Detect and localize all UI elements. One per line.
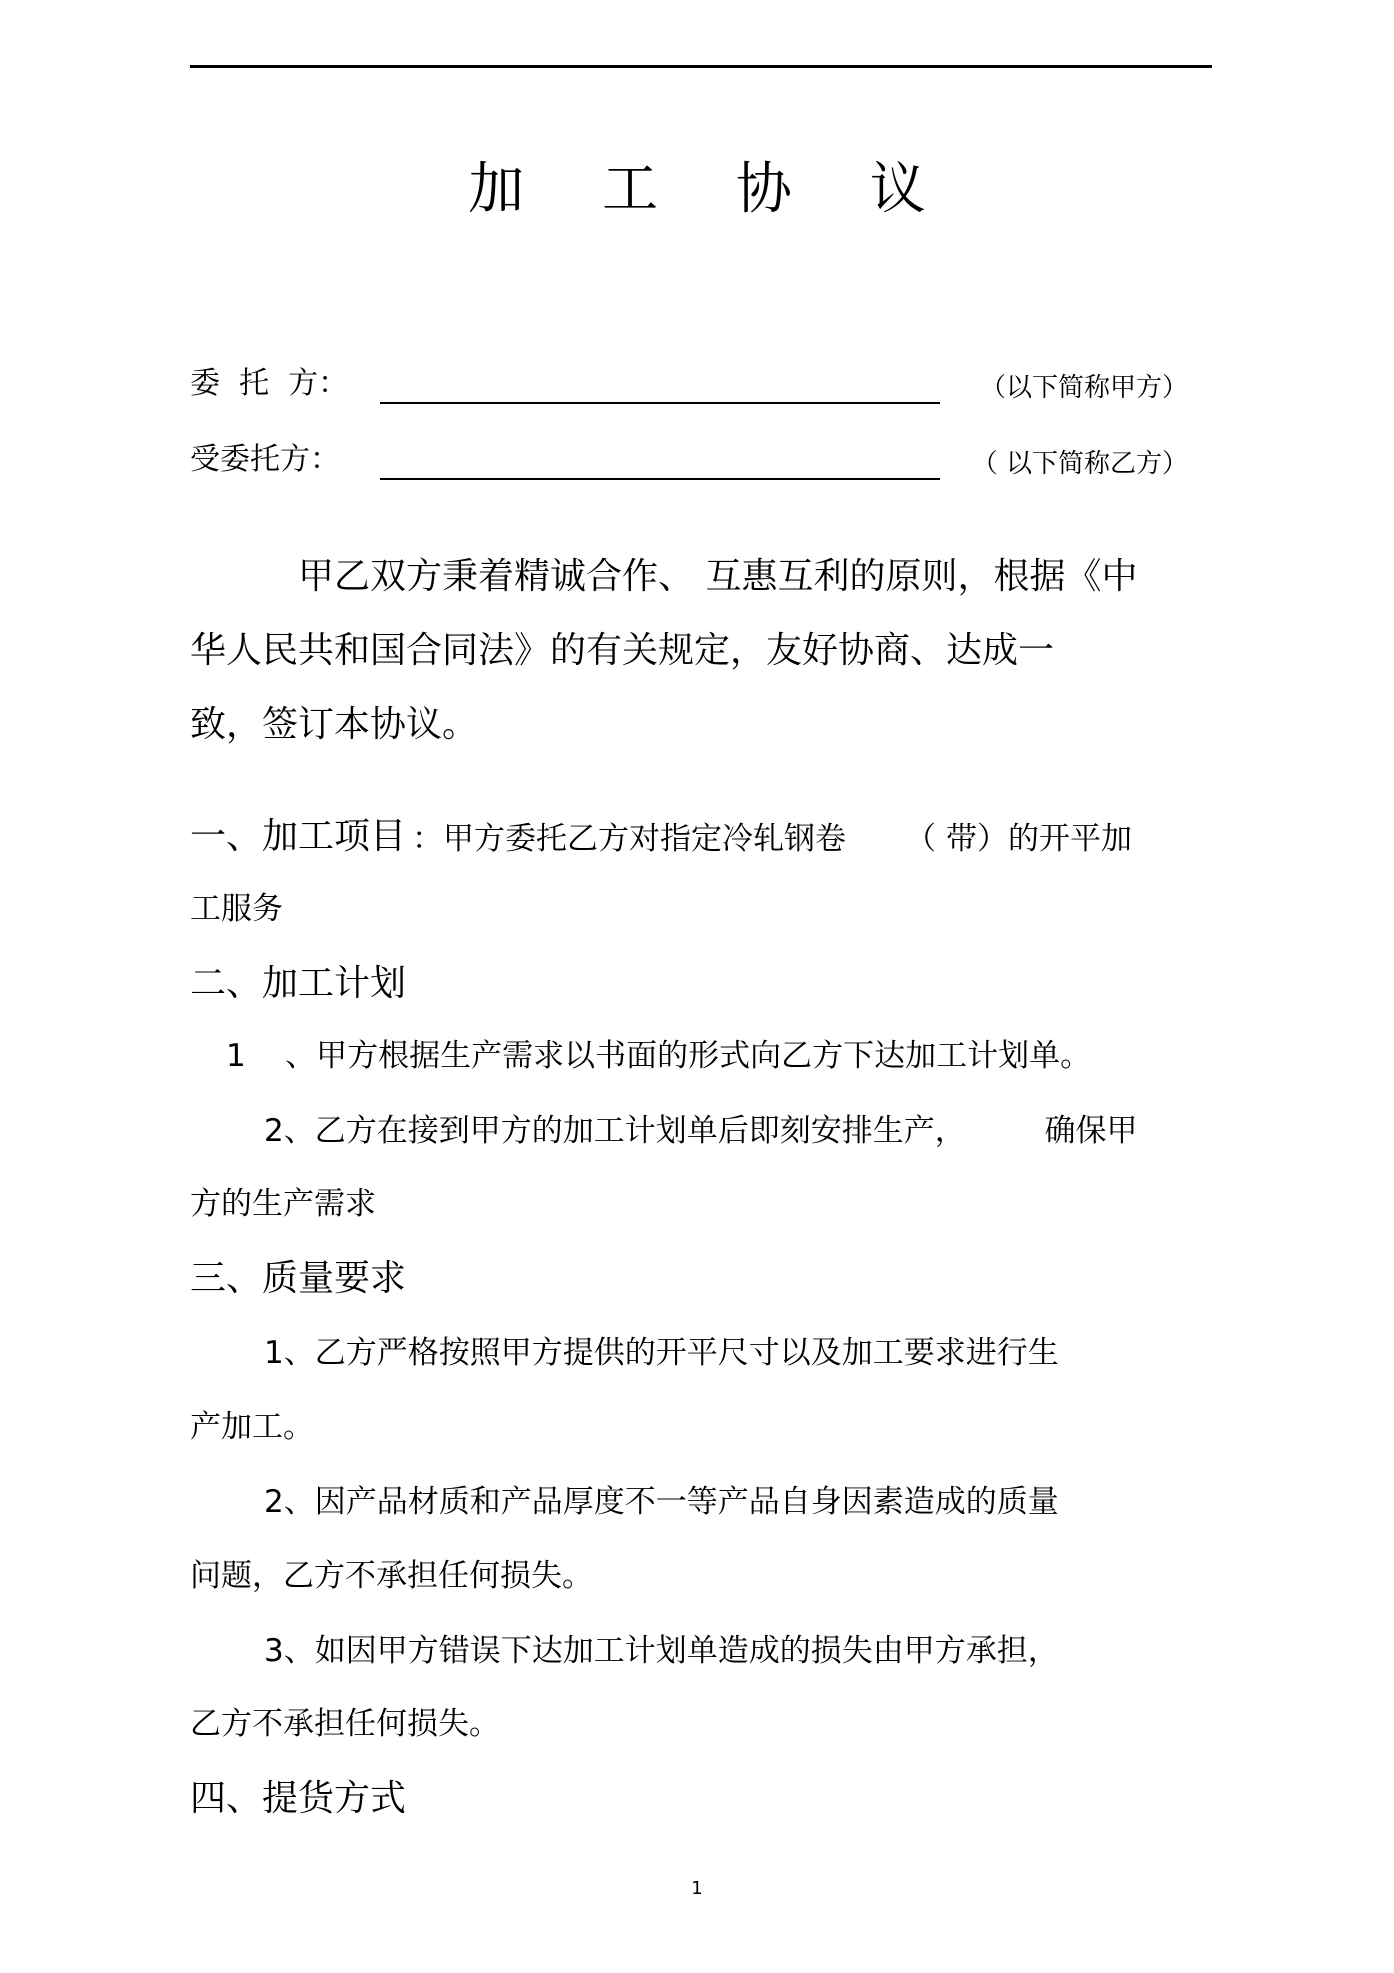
- section-heading: 二、加工计划: [190, 963, 407, 1004]
- party-row-client: [190, 362, 1212, 412]
- section-text: 方的生产需求: [190, 1186, 376, 1222]
- section-text: 问题，乙方不承担任何损失。: [190, 1558, 593, 1594]
- client-label: 委 托 方：: [190, 366, 349, 401]
- section-heading: 三、质量要求: [190, 1258, 407, 1299]
- preamble-paragraph: [190, 540, 1212, 762]
- section-text: 工服务: [190, 891, 283, 927]
- contractor-blank-line: [380, 478, 940, 480]
- top-rule: [190, 65, 1212, 68]
- section-text: 1、乙方严格按照甲方提供的开平尺寸以及加工要求进行生: [264, 1335, 1059, 1371]
- client-blank-line: [380, 402, 940, 404]
- section-text: 3、如因甲方错误下达加工计划单造成的损失由甲方承担，: [264, 1633, 1059, 1669]
- section-text: 1 、甲方根据生产需求以书面的形式向乙方下达加工计划单。: [226, 1038, 1092, 1074]
- preamble-line: 华人民共和国合同法》的有关规定，友好协商、达成一: [190, 630, 1055, 671]
- preamble-line: 甲乙双方秉着精诚合作、 互惠互利的原则，根据《中: [298, 556, 1138, 597]
- section-heading: 一、加工项目: [190, 816, 407, 857]
- section-text: 产加工。: [190, 1409, 314, 1445]
- page-number: 1: [691, 1878, 703, 1899]
- section-text: 2、因产品材质和产品厚度不一等产品自身因素造成的质量: [264, 1484, 1059, 1520]
- document-title: 加 工 协 议: [468, 157, 956, 222]
- section-text: 2、乙方在接到甲方的加工计划单后即刻安排生产， 确保甲: [264, 1113, 1138, 1149]
- party-row-contractor: [190, 438, 1212, 488]
- client-note: （以下简称甲方）: [979, 373, 1188, 403]
- section-heading: 四、提货方式: [190, 1778, 407, 1819]
- contractor-label: 受委托方：: [190, 442, 340, 477]
- section-text: ：甲方委托乙方对指定冷轧钢卷 （ 带）的开平加: [412, 821, 1132, 857]
- contractor-note: （ 以下简称乙方）: [971, 449, 1188, 479]
- preamble-line: 致，签订本协议。: [190, 704, 479, 745]
- section-text: 乙方不承担任何损失。: [190, 1706, 500, 1742]
